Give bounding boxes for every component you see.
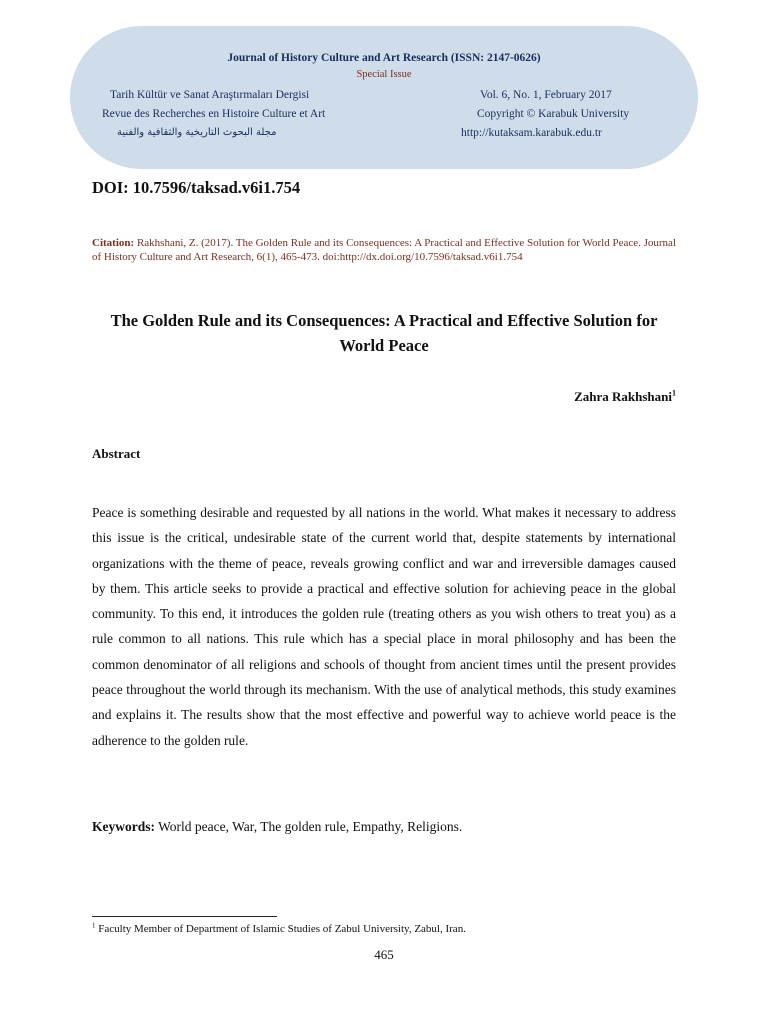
- footnote: [92, 923, 466, 935]
- keywords-text: World peace, War, The golden rule, Empathy, Religions.: [155, 819, 463, 834]
- footnote-marker: 1: [92, 921, 96, 930]
- journal-url[interactable]: http://kutaksam.karabuk.edu.tr: [461, 127, 602, 139]
- author: [574, 389, 676, 405]
- abstract-heading: Abstract: [92, 446, 141, 461]
- citation-text: Rakhshani, Z. (2017). The Golden Rule and its Consequences: A Practical and Effective Solution for World Peace. Journal of History Culture and Art Research, 6(1), 465-473. doi:http://dx.doi.org/10.7596/taksad.v6i1.754: [92, 237, 676, 263]
- journal-title: Journal of History Culture and Art Research (ISSN: 2147-0626): [227, 52, 541, 64]
- citation: [92, 237, 676, 264]
- citation-label: Citation:: [92, 237, 135, 249]
- paper-title: The Golden Rule and its Consequences: A Practical and Effective Solution for World Peace: [110, 311, 658, 355]
- author-name: Zahra Rakhshani: [574, 389, 672, 404]
- doi: DOI: 10.7596/taksad.v6i1.754: [92, 178, 301, 197]
- journal-title-french: Revue des Recherches en Histoire Culture et Art: [102, 108, 326, 120]
- journal-title-turkish: Tarih Kültür ve Sanat Araştırmaları Dergisi: [110, 89, 310, 101]
- journal-title-arabic: مجلة البحوث التاريخية والثقافية والفنية: [117, 127, 277, 138]
- author-footnote-marker: 1: [672, 388, 676, 398]
- footnote-divider: [92, 916, 277, 917]
- keywords-label: Keywords:: [92, 819, 155, 834]
- keywords: [92, 819, 462, 835]
- copyright-notice: Copyright © Karabuk University: [477, 108, 630, 120]
- footnote-text: Faculty Member of Department of Islamic Studies of Zabul University, Zabul, Iran.: [95, 923, 466, 935]
- abstract-body: Peace is something desirable and requested by all nations in the world. What makes it necessary to address this issue is the critical, undesirable state of the current world that, despite statements by international organizations with the theme of peace, reveals growing conflict and war and irreversible damages caused by them. This article seeks to provide a practical and effective solution for achieving peace in the global community. To this end, it introduces the golden rule (treating others as you wish others to treat you) as a rule common to all nations. This rule which has a special place in moral philosophy and has been the common denominator of all religions and schools of thought from ancient times until the present provides peace throughout the world through its mechanism. With the use of analytical methods, this study examines and explains it. The results show that the most effective and powerful way to achieve world peace is the adherence to the golden rule.: [92, 505, 676, 748]
- special-issue-label: Special Issue: [356, 69, 412, 80]
- page-number: 465: [374, 947, 394, 962]
- volume-info: Vol. 6, No. 1, February 2017: [480, 89, 612, 101]
